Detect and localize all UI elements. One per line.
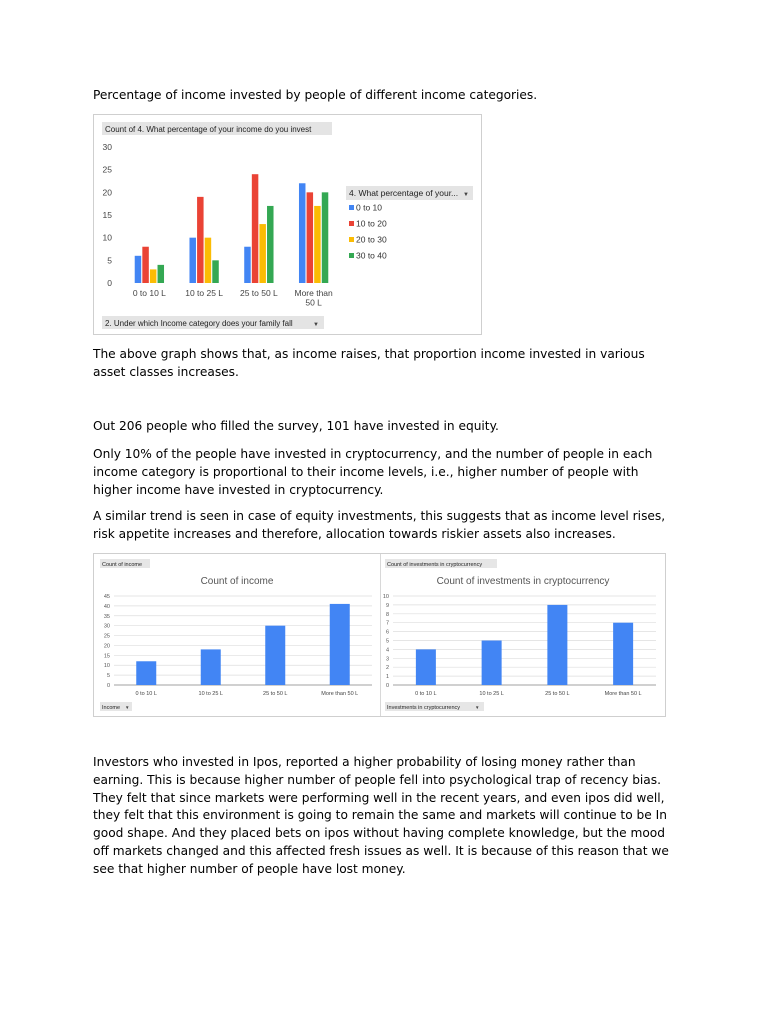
bar: [322, 192, 329, 283]
y-tick-label: 30: [102, 142, 112, 152]
bar: [142, 247, 149, 283]
survey-text: Out 206 people who filled the survey, 101 have invested in equity.: [93, 419, 499, 433]
percentage-invested-chart-svg: [94, 115, 481, 334]
y-tick-label: 35: [103, 613, 110, 620]
x-tick-label: 10 to 25 L: [198, 691, 223, 697]
y-tick-label: 1: [385, 674, 389, 681]
pivot-field-label: Count of investments in cryptocurrency: [387, 562, 483, 568]
y-tick-label: 8: [385, 611, 389, 618]
legend-swatch: [349, 221, 354, 226]
y-tick-label: 45: [103, 594, 110, 600]
legend-swatch: [349, 237, 354, 242]
y-tick-label: 15: [102, 210, 112, 220]
axis-field-label: 2. Under which Income category does your family fall: [105, 319, 293, 328]
axis-field-label: Income: [102, 705, 121, 711]
y-tick-label: 40: [103, 603, 110, 610]
bar: [307, 192, 314, 283]
bar: [135, 256, 142, 283]
y-tick-label: 10: [103, 663, 110, 670]
equity-text: A similar trend is seen in case of equity investments, this suggests that as income level rises, risk appetite increases and therefore, allocation towards riskier assets also increases.: [93, 509, 666, 541]
y-tick-label: 2: [385, 665, 389, 672]
y-tick-label: 25: [103, 633, 110, 640]
y-tick-label: 6: [385, 629, 389, 636]
y-tick-label: 4: [385, 647, 389, 654]
bar: [265, 626, 285, 685]
bar: [212, 260, 219, 283]
y-tick-label: 15: [103, 653, 110, 660]
count-of-income-chart-svg: [94, 554, 380, 716]
axis-dropdown-icon[interactable]: ▼: [125, 705, 130, 710]
x-tick-label: More than: [294, 288, 333, 298]
bar: [201, 649, 221, 685]
x-tick-label: More than 50 L: [321, 691, 359, 697]
y-tick-label: 0: [385, 683, 389, 689]
x-axis: [133, 288, 333, 308]
axis-dropdown-icon[interactable]: ▼: [475, 705, 480, 710]
legend: [349, 203, 387, 261]
legend-label: 10 to 20: [356, 218, 387, 229]
bar: [150, 269, 157, 283]
x-tick-label: 50 L: [305, 297, 322, 308]
y-tick-label: 5: [106, 673, 110, 680]
x-tick-label: 0 to 10 L: [135, 691, 157, 697]
y-tick-label: 30: [103, 623, 110, 630]
x-tick-label: 25 to 50 L: [263, 691, 288, 697]
bars: [135, 174, 329, 283]
pivot-field-label: Count of 4. What percentage of your income do you invest: [105, 125, 312, 134]
graph-note-text: The above graph shows that, as income raises, that proportion income invested in various asset classes increases.: [93, 347, 645, 379]
legend-swatch: [349, 253, 354, 258]
legend-label: 0 to 10: [356, 202, 382, 213]
plot: [383, 594, 656, 697]
y-tick-label: 0: [107, 278, 112, 288]
legend-label: 30 to 40: [356, 250, 387, 261]
y-tick-label: 20: [102, 187, 112, 198]
y-tick-label: 20: [103, 643, 110, 650]
y-tick-label: 7: [385, 620, 389, 627]
y-tick-label: 5: [107, 255, 112, 266]
bar: [416, 649, 436, 685]
percentage-invested-chart: [93, 114, 482, 335]
plot: [104, 594, 372, 697]
heading-text: Percentage of income invested by people of different income categories.: [93, 88, 538, 102]
bar: [252, 174, 259, 283]
bar: [330, 604, 350, 685]
bar: [547, 605, 567, 685]
bar: [482, 641, 502, 686]
x-tick-label: 25 to 50 L: [239, 288, 278, 298]
y-axis: [103, 142, 113, 288]
legend-label: 20 to 30: [356, 234, 387, 245]
y-tick-label: 0: [106, 683, 110, 689]
x-tick-label: 25 to 50 L: [545, 691, 570, 697]
x-tick-label: 10 to 25 L: [479, 691, 504, 697]
ipo-text: Investors who invested in Ipos, reported a higher probability of losing money rather than earning. This is because higher number of people fell into psychological trap of recency bias. They felt that since markets were performing well in the recent years, and even ipos did well, they felt that this environment is going to remain the same and markets will continue to be In good shape. And they placed bets on ipos without having complete knowledge, but the mood off markets changed and this affected fresh issues as well. It is because of this reason that we see that higher number of people have lost money.: [93, 755, 669, 876]
y-tick-label: 25: [102, 164, 112, 175]
bar: [205, 238, 212, 283]
y-tick-label: 3: [385, 656, 389, 663]
bar: [197, 197, 204, 283]
y-tick-label: 10: [382, 594, 389, 600]
x-tick-label: 10 to 25 L: [185, 288, 224, 298]
x-tick-label: More than 50 L: [604, 691, 642, 697]
y-tick-label: 9: [385, 602, 389, 609]
legend-swatch: [349, 205, 354, 210]
bar: [267, 206, 274, 283]
y-tick-label: 10: [102, 232, 112, 243]
legend-title: 4. What percentage of your...: [349, 188, 459, 198]
bar: [613, 623, 633, 685]
axis-dropdown-icon[interactable]: ▼: [313, 322, 319, 328]
bar: [158, 265, 165, 283]
bar: [299, 183, 306, 283]
chart-title: Count of income: [200, 576, 274, 587]
x-tick-label: 0 to 10 L: [132, 288, 166, 298]
bar: [136, 661, 156, 685]
crypto-investments-chart-svg: [381, 554, 666, 716]
income-crypto-charts: [93, 553, 666, 717]
y-tick-label: 5: [385, 638, 389, 645]
axis-field-label: Investments in cryptocurrency: [387, 705, 461, 711]
bar: [189, 238, 196, 283]
pivot-field-label: Count of income: [102, 562, 143, 568]
bar: [244, 247, 251, 283]
chart-title: Count of investments in cryptocurrency: [436, 576, 610, 587]
bar: [314, 206, 321, 283]
crypto-text: Only 10% of the people have invested in cryptocurrency, and the number of people in each income category is proportional to their income levels, i.e., higher number of people with higher income have invested in cryptocurrency.: [93, 447, 653, 497]
x-tick-label: 0 to 10 L: [415, 691, 437, 697]
legend-dropdown-icon[interactable]: ▼: [463, 192, 469, 198]
bar: [259, 224, 266, 283]
